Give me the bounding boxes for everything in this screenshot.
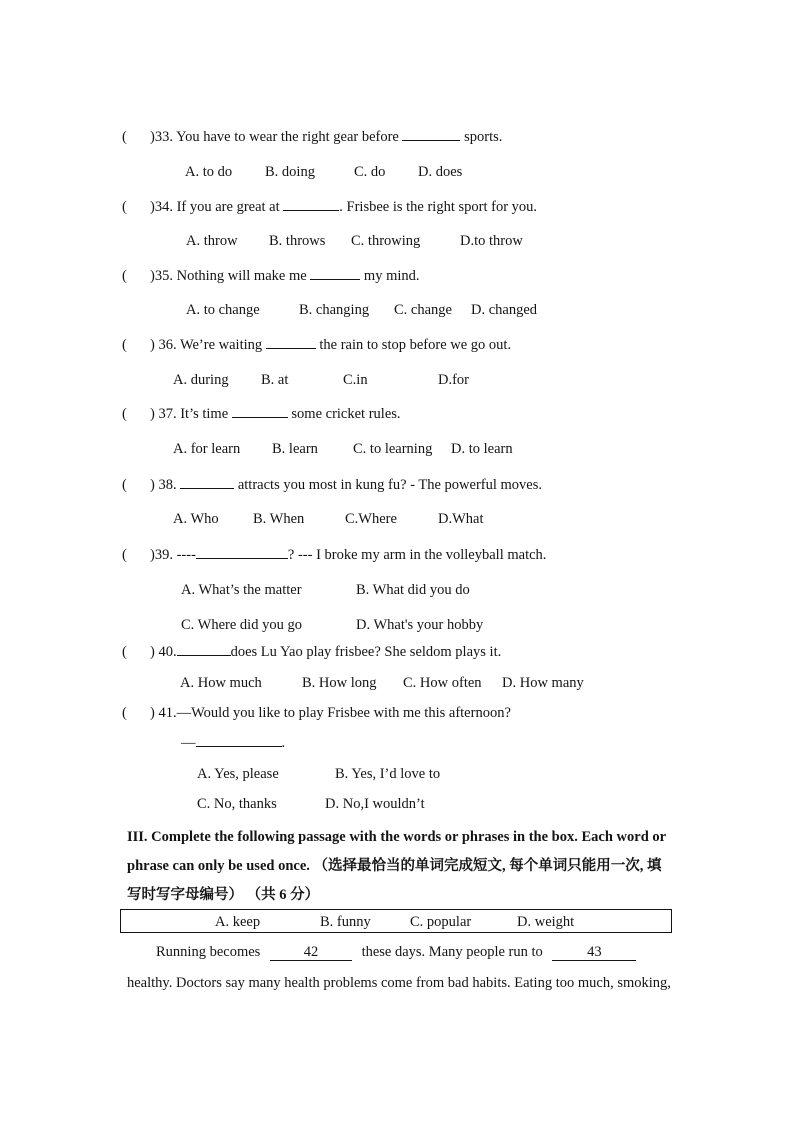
question-number: ) 40. bbox=[150, 644, 177, 660]
option-d: D. changed bbox=[471, 302, 538, 318]
question-number: )34. bbox=[150, 199, 173, 215]
question-37 bbox=[122, 405, 401, 423]
answer-line: — . bbox=[181, 735, 286, 751]
blank bbox=[310, 267, 360, 280]
option-c: C.in bbox=[343, 372, 368, 388]
question-text: ? --- I broke my arm in the volleyball match. bbox=[287, 547, 547, 563]
option-c: C.Where bbox=[345, 511, 397, 527]
option-c: C. change bbox=[394, 302, 452, 318]
question-number: )35. bbox=[150, 268, 173, 284]
box-option-b: B. funny bbox=[320, 914, 371, 930]
box-option-a: A. keep bbox=[215, 914, 261, 930]
question-36 bbox=[122, 336, 511, 354]
option-a: A. Yes, please bbox=[197, 766, 279, 782]
answer-bracket[interactable]: ( bbox=[122, 337, 127, 353]
answer-bracket[interactable]: ( bbox=[122, 644, 127, 660]
question-40 bbox=[122, 643, 501, 661]
question-number: ) 36. bbox=[150, 337, 177, 353]
answer-bracket[interactable]: ( bbox=[122, 268, 127, 284]
option-a: A. for learn bbox=[173, 441, 241, 457]
question-text: attracts you most in kung fu? - The powerful moves. bbox=[237, 477, 543, 493]
option-b: B. When bbox=[253, 511, 305, 527]
option-c: C. to learning bbox=[353, 441, 433, 457]
question-text: . Frisbee is the right sport for you. bbox=[339, 199, 538, 215]
blank-42[interactable]: 42 bbox=[270, 944, 352, 961]
word-box bbox=[120, 909, 672, 933]
question-text: We’re waiting bbox=[179, 337, 263, 353]
box-option-d: D. weight bbox=[517, 914, 575, 930]
question-number: ) 37. bbox=[150, 406, 177, 422]
option-c: C. How often bbox=[403, 675, 482, 691]
question-41 bbox=[122, 704, 511, 722]
passage-line: Running becomes 42 these days. Many people run to 43 bbox=[156, 943, 636, 961]
question-text: my mind. bbox=[363, 268, 420, 284]
box-option-c: C. popular bbox=[410, 914, 472, 930]
blank bbox=[232, 405, 288, 418]
question-text: sports. bbox=[464, 129, 503, 145]
option-a: A. What’s the matter bbox=[181, 582, 302, 598]
blank-43[interactable]: 43 bbox=[552, 944, 636, 961]
blank bbox=[196, 734, 282, 747]
option-b: B. doing bbox=[265, 164, 315, 180]
answer-bracket[interactable]: ( bbox=[122, 199, 127, 215]
option-d: D.What bbox=[438, 511, 484, 527]
option-c: C. throwing bbox=[351, 233, 421, 249]
option-d: D.for bbox=[438, 372, 470, 388]
answer-bracket[interactable]: ( bbox=[122, 406, 127, 422]
option-a: A. How much bbox=[180, 675, 262, 691]
option-c: C. do bbox=[354, 164, 386, 180]
question-number: ) 41. bbox=[150, 705, 177, 721]
question-33 bbox=[122, 128, 502, 146]
blank bbox=[177, 643, 231, 656]
option-b: B. How long bbox=[302, 675, 377, 691]
question-text: —Would you like to play Frisbee with me this afternoon? bbox=[176, 705, 511, 721]
answer-bracket[interactable]: ( bbox=[122, 477, 127, 493]
question-38 bbox=[122, 476, 542, 494]
option-a: A. to change bbox=[186, 302, 260, 318]
answer-bracket[interactable]: ( bbox=[122, 129, 127, 145]
blank bbox=[196, 546, 288, 559]
option-d: D. How many bbox=[502, 675, 584, 691]
option-b: B. learn bbox=[272, 441, 318, 457]
question-35 bbox=[122, 267, 420, 285]
blank bbox=[180, 476, 234, 489]
option-d: D. to learn bbox=[451, 441, 513, 457]
option-d: D. No,I wouldn’t bbox=[325, 796, 425, 812]
option-b: B. throws bbox=[269, 233, 326, 249]
question-39 bbox=[122, 546, 546, 564]
question-text: some cricket rules. bbox=[291, 406, 401, 422]
passage-line: healthy. Doctors say many health problems come from bad habits. Eating too much, smoking, bbox=[127, 975, 671, 991]
answer-bracket[interactable]: ( bbox=[122, 547, 127, 563]
option-b: B. changing bbox=[299, 302, 370, 318]
option-a: A. to do bbox=[185, 164, 233, 180]
question-text: If you are great at bbox=[176, 199, 280, 215]
question-number: )33. bbox=[150, 129, 173, 145]
option-b: B. Yes, I’d love to bbox=[335, 766, 441, 782]
question-text: You have to wear the right gear before bbox=[176, 129, 399, 145]
option-c: C. Where did you go bbox=[181, 617, 302, 633]
question-34 bbox=[122, 198, 537, 216]
option-b: B. at bbox=[261, 372, 289, 388]
option-a: A. during bbox=[173, 372, 229, 388]
question-text: does Lu Yao play frisbee? She seldom plays it. bbox=[230, 644, 502, 660]
blank bbox=[266, 336, 316, 349]
question-number: )39. bbox=[150, 547, 173, 563]
option-a: A. throw bbox=[186, 233, 238, 249]
answer-bracket[interactable]: ( bbox=[122, 705, 127, 721]
question-number: ) 38. bbox=[150, 477, 177, 493]
blank bbox=[283, 198, 339, 211]
option-d: D.to throw bbox=[460, 233, 523, 249]
blank bbox=[402, 128, 460, 141]
section-heading: III. Complete the following passage with the words or phrases in the box. Each word or bbox=[127, 829, 667, 845]
question-text: the rain to stop before we go out. bbox=[319, 337, 512, 353]
question-text: ---- bbox=[176, 547, 196, 563]
section-heading: phrase can only be used once. （选择最恰当的单词完成短文, 每个单词只能用一次, 填 bbox=[127, 858, 662, 874]
question-text: Nothing will make me bbox=[176, 268, 307, 284]
section-heading: 写时写字母编号） （共 6 分） bbox=[127, 887, 320, 903]
option-c: C. No, thanks bbox=[197, 796, 277, 812]
question-text: It’s time bbox=[180, 406, 229, 422]
option-d: D. What's your hobby bbox=[356, 617, 484, 633]
option-b: B. What did you do bbox=[356, 582, 470, 598]
option-a: A. Who bbox=[173, 511, 219, 527]
option-d: D. does bbox=[418, 164, 463, 180]
